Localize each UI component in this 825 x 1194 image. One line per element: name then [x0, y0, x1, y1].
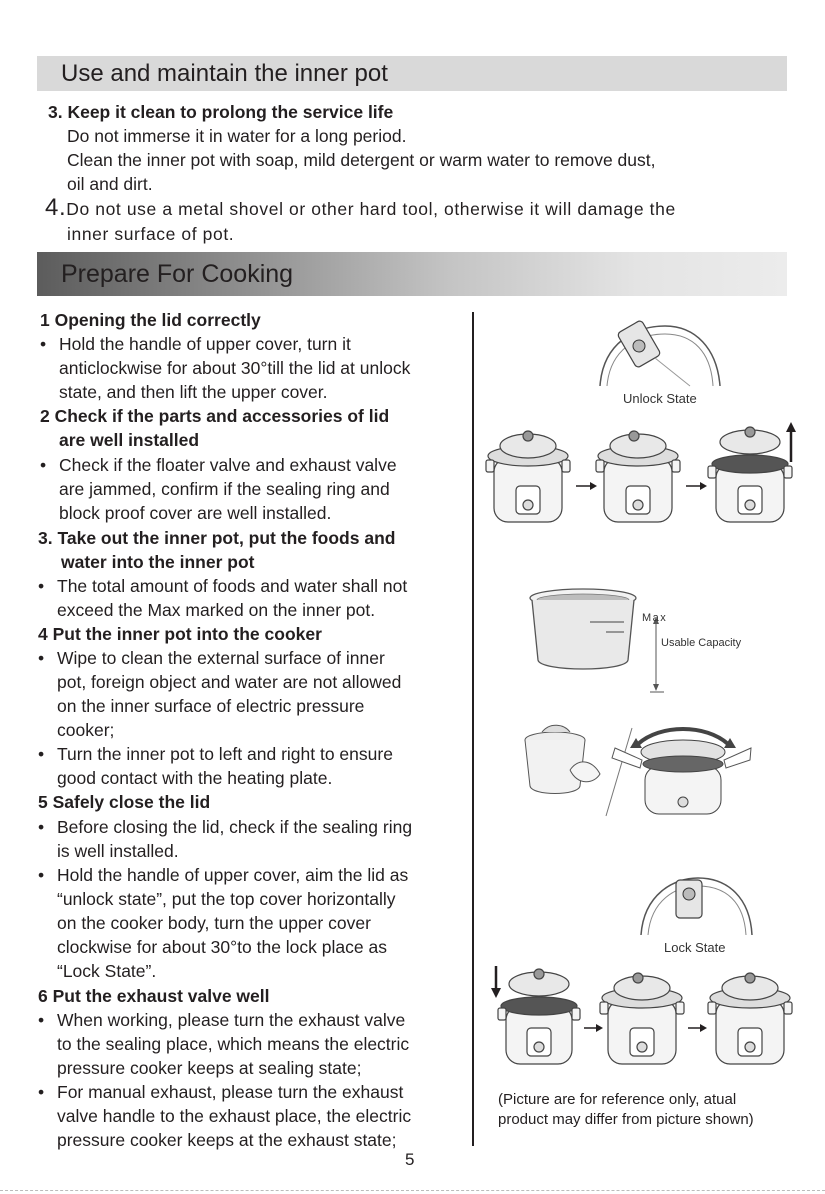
step3-heading: 3. Take out the inner pot, put the foods and — [38, 528, 396, 548]
item4-line: Do not use a metal shovel or other hard tool, otherwise it will damage the — [66, 199, 676, 219]
step6-text: For manual exhaust, please turn the exhaust — [57, 1082, 404, 1102]
item4-number: 4. — [45, 194, 67, 221]
section-title-inner-pot: Use and maintain the inner pot — [37, 56, 787, 91]
step4-text: Turn the inner pot to left and right to ensure — [57, 744, 393, 764]
max-label: Max — [642, 612, 668, 624]
page-number: 5 — [405, 1150, 415, 1169]
step5-text: Hold the handle of upper cover, aim the lid as — [57, 865, 409, 885]
step4-text: good contact with the heating plate. — [57, 768, 333, 788]
step5-text: Before closing the lid, check if the sealing ring — [57, 817, 413, 837]
bullet-icon: • — [38, 744, 45, 764]
inner-pot-illustration — [528, 588, 638, 676]
step3-heading: water into the inner pot — [61, 552, 255, 572]
item3-heading: 3. Keep it clean to prolong the service life — [48, 102, 394, 122]
column-divider — [472, 312, 474, 1146]
step6-heading: 6 Put the exhaust valve well — [38, 986, 270, 1006]
item4-text — [45, 196, 676, 221]
step4-text: cooker; — [57, 720, 115, 740]
step5-text: on the cooker body, turn the upper cover — [57, 913, 371, 933]
step1-text: state, and then lift the upper cover. — [59, 382, 328, 402]
item3-text: oil and dirt. — [67, 174, 153, 194]
item3-text: Clean the inner pot with soap, mild detergent or warm water to remove dust, — [67, 150, 656, 170]
step5-text: “Lock State”. — [57, 961, 157, 981]
wipe-and-turn-pot-illustration — [520, 718, 750, 818]
unlock-state-caption: Unlock State — [623, 391, 697, 406]
step5-text: is well installed. — [57, 841, 179, 861]
reference-note — [498, 1090, 754, 1130]
open-lid-sequence-illustration — [484, 420, 804, 525]
step4-text: Wipe to clean the external surface of inner — [57, 648, 385, 668]
step2-heading: 2 Check if the parts and accessories of lid — [40, 406, 390, 426]
step3-text: The total amount of foods and water shall not — [57, 576, 408, 596]
step2-text: Check if the floater valve and exhaust valve — [59, 455, 397, 475]
step6-text: pressure cooker keeps at sealing state; — [57, 1058, 362, 1078]
section-title-prepare: Prepare For Cooking — [37, 252, 787, 296]
step2-text: are jammed, confirm if the sealing ring and — [59, 479, 390, 499]
page-bottom-divider — [0, 1190, 825, 1191]
bullet-icon: • — [38, 865, 45, 885]
item4-text: inner surface of pot. — [67, 224, 235, 244]
unlock-lid-illustration — [595, 318, 725, 388]
step5-heading: 5 Safely close the lid — [38, 792, 211, 812]
bullet-icon: • — [38, 576, 45, 596]
lock-state-caption: Lock State — [664, 940, 726, 955]
bullet-icon: • — [40, 455, 47, 475]
reference-note-line: (Picture are for reference only, atual — [498, 1091, 737, 1108]
step3-text: exceed the Max marked on the inner pot. — [57, 600, 376, 620]
step6-text: When working, please turn the exhaust valve — [57, 1010, 406, 1030]
step4-text: on the inner surface of electric pressure — [57, 696, 365, 716]
capacity-arrow-icon — [650, 616, 670, 696]
item3-text: Do not immerse it in water for a long period. — [67, 126, 407, 146]
step5-text: clockwise for about 30°to the lock place as — [57, 937, 387, 957]
step6-text: valve handle to the exhaust place, the electric — [57, 1106, 412, 1126]
step6-text: to the sealing place, which means the electric — [57, 1034, 410, 1054]
bullet-icon: • — [40, 334, 47, 354]
step2-text: block proof cover are well installed. — [59, 503, 332, 523]
step1-heading: 1 Opening the lid correctly — [40, 310, 261, 330]
step4-heading: 4 Put the inner pot into the cooker — [38, 624, 322, 644]
usable-capacity-label: Usable Capacity — [661, 637, 742, 649]
lock-lid-illustration — [636, 872, 756, 937]
step1-text: Hold the handle of upper cover, turn it — [59, 334, 351, 354]
step5-text: “unlock state”, put the top cover horizontally — [57, 889, 396, 909]
bullet-icon: • — [38, 648, 45, 668]
step2-heading: are well installed — [59, 430, 200, 450]
close-lid-sequence-illustration — [490, 962, 800, 1067]
reference-note-line: product may differ from picture shown) — [498, 1111, 754, 1128]
bullet-icon: • — [38, 1010, 45, 1030]
step1-text: anticlockwise for about 30°till the lid at unlock — [59, 358, 411, 378]
step4-text: pot, foreign object and water are not allowed — [57, 672, 402, 692]
bullet-icon: • — [38, 817, 45, 837]
bullet-icon: • — [38, 1082, 45, 1102]
step6-text: pressure cooker keeps at the exhaust state; — [57, 1130, 397, 1150]
